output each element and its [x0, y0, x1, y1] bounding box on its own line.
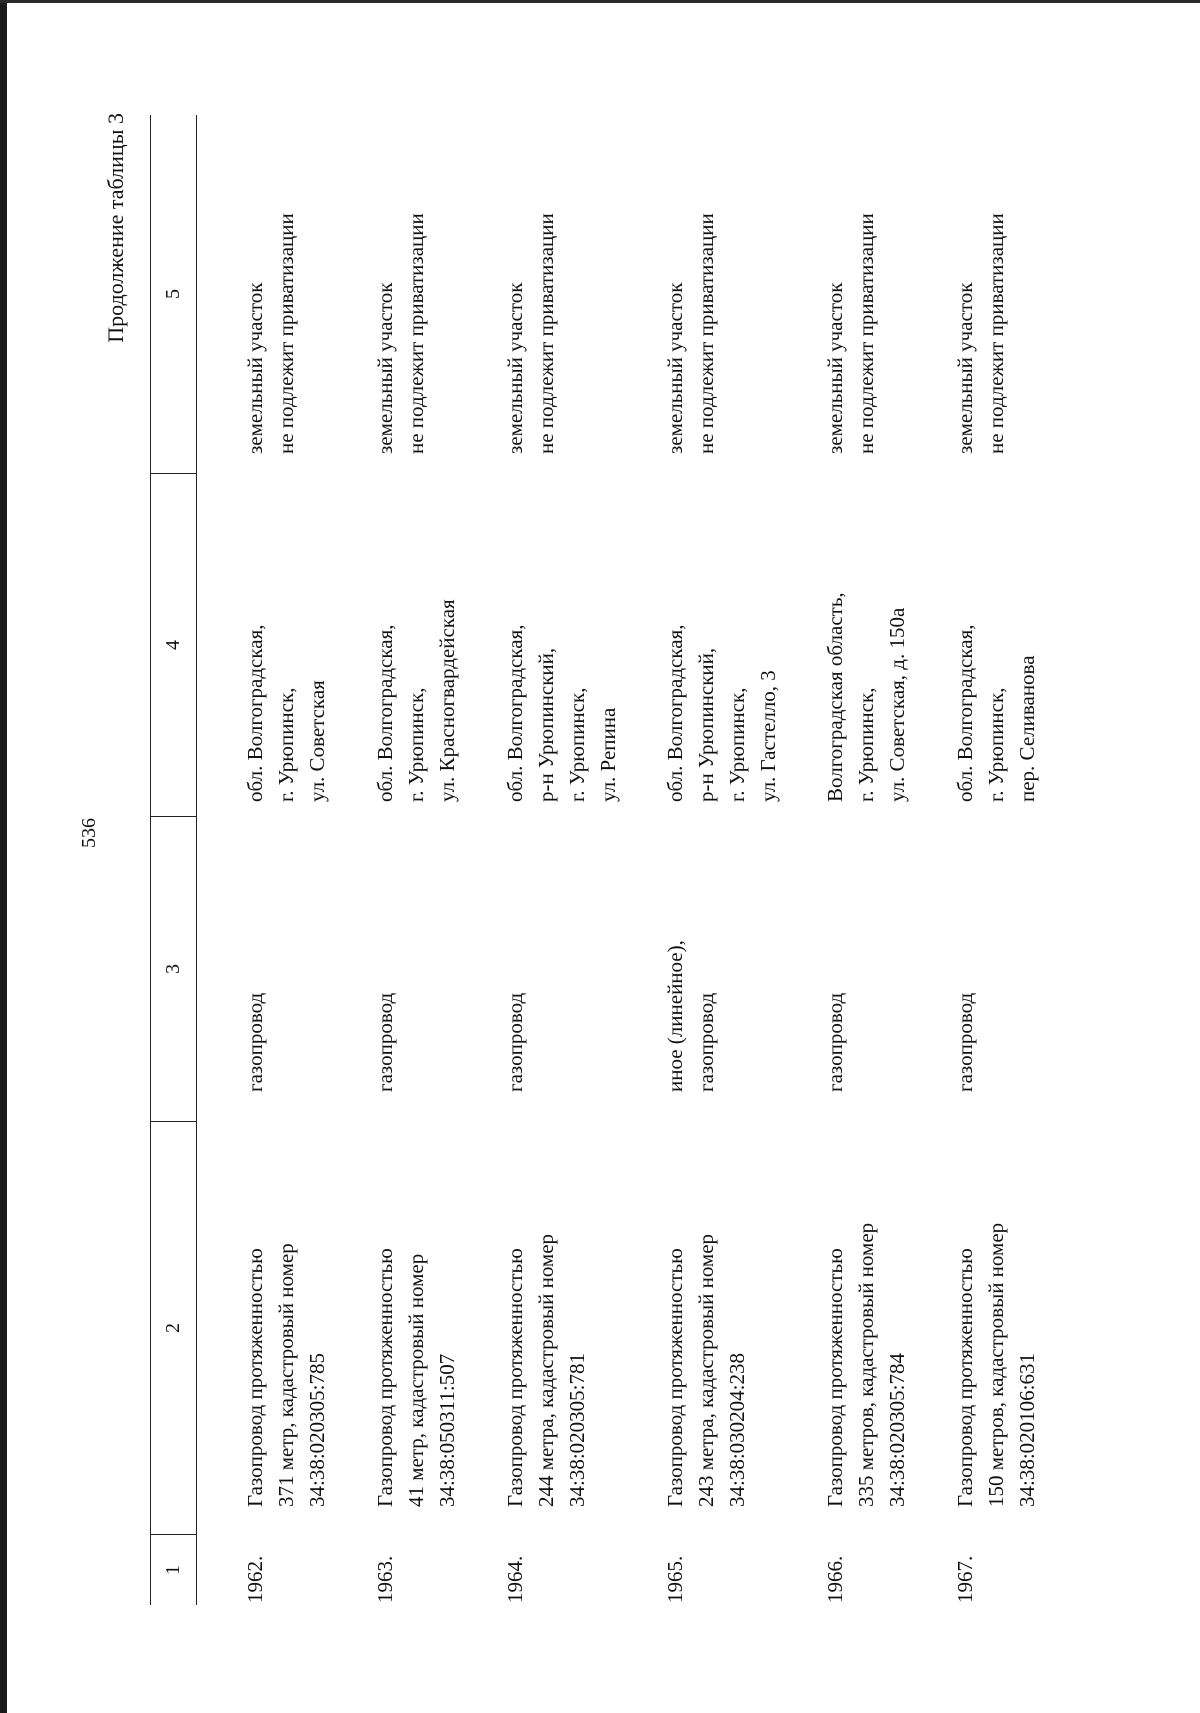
- object-type-line: газопровод: [823, 992, 847, 1092]
- privatization-note-line: не подлежит приватизации: [694, 213, 718, 454]
- object-description-line: 244 метра, кадастровый номер: [534, 1233, 558, 1507]
- object-description-line: Газопровод протяженностью: [663, 1248, 687, 1507]
- header-col-5: 5: [151, 115, 196, 474]
- object-description-line: 243 метра, кадастровый номер: [694, 1233, 718, 1507]
- object-type-line: газопровод: [503, 992, 527, 1092]
- object-address-line: ул. Гастелло, 3: [756, 670, 780, 802]
- object-address-line: г. Урюпинск,: [854, 687, 878, 802]
- object-address-line: ул. Красногвардейская: [435, 599, 459, 802]
- object-description-line: 371 метр, кадастровый номер: [274, 1243, 298, 1507]
- object-address: [950, 474, 1080, 817]
- table-row: [820, 115, 950, 1605]
- header-col-4: 4: [151, 474, 196, 817]
- object-type: [500, 817, 660, 1122]
- object-address-line: р-н Урюпинский,: [534, 647, 558, 802]
- object-type-line: иное (линейное),: [663, 940, 687, 1092]
- object-address-line: ул. Репина: [596, 707, 620, 802]
- object-description: [820, 1122, 950, 1535]
- object-address-line: г. Урюпинск,: [984, 687, 1008, 802]
- object-address: [240, 474, 370, 817]
- page-number: 536: [78, 818, 100, 848]
- privatization-note: [500, 115, 660, 474]
- header-col-2: 2: [151, 1122, 196, 1535]
- object-description-line: 150 метров, кадастровый номер: [984, 1222, 1008, 1507]
- object-type-line: газопровод: [694, 992, 718, 1092]
- object-address-line: обл. Волгоградская,: [243, 624, 267, 802]
- object-address-line: г. Урюпинск,: [274, 687, 298, 802]
- privatization-note: [660, 115, 820, 474]
- row-number: 1966.: [823, 1555, 847, 1603]
- privatization-note-line: земельный участок: [503, 282, 527, 454]
- object-address: [500, 474, 660, 817]
- privatization-note-line: не подлежит приватизации: [854, 213, 878, 454]
- object-type: [820, 817, 950, 1122]
- object-address: [820, 474, 950, 817]
- object-description-line: 34:38:020305:785: [305, 1352, 329, 1507]
- object-address-line: Волгоградская область,: [823, 592, 847, 802]
- row-number: 1962.: [243, 1555, 267, 1603]
- object-description-line: 34:38:050311:507: [435, 1353, 459, 1507]
- privatization-note-line: земельный участок: [823, 282, 847, 454]
- object-description-line: Газопровод протяженностью: [953, 1248, 977, 1507]
- object-description-line: Газопровод протяженностью: [823, 1248, 847, 1507]
- object-description-line: Газопровод протяженностью: [243, 1248, 267, 1507]
- object-address: [660, 474, 820, 817]
- object-description-line: Газопровод протяженностью: [373, 1248, 397, 1507]
- table-row: [500, 115, 660, 1605]
- object-description-line: 34:38:020305:781: [565, 1352, 589, 1507]
- privatization-note: [950, 115, 1080, 474]
- object-description-line: 34:38:030204:238: [725, 1352, 749, 1507]
- object-address-line: пер. Селиванова: [1015, 655, 1039, 802]
- row-number: 1967.: [953, 1555, 977, 1603]
- table-row: [370, 115, 500, 1605]
- header-col-3: 3: [151, 817, 196, 1122]
- object-address-line: обл. Волгоградская,: [373, 624, 397, 802]
- object-type: [240, 817, 370, 1122]
- object-type-line: газопровод: [953, 992, 977, 1092]
- object-description: [950, 1122, 1080, 1535]
- property-table: [150, 115, 1080, 1605]
- privatization-note: [820, 115, 950, 474]
- object-description-line: 34:38:020305:784: [885, 1352, 909, 1507]
- object-address-line: обл. Волгоградская,: [953, 624, 977, 802]
- row-number: 1965.: [663, 1555, 687, 1603]
- object-address-line: обл. Волгоградская,: [503, 624, 527, 802]
- table-body: [197, 115, 1080, 1605]
- table-row: [660, 115, 820, 1605]
- object-description-line: 41 метр, кадастровый номер: [404, 1253, 428, 1507]
- object-address-line: обл. Волгоградская,: [663, 624, 687, 802]
- object-description: [370, 1122, 500, 1535]
- privatization-note-line: земельный участок: [663, 282, 687, 454]
- object-type: [660, 817, 820, 1122]
- object-description: [660, 1122, 820, 1535]
- privatization-note-line: не подлежит приватизации: [534, 213, 558, 454]
- object-description-line: 34:38:020106:631: [1015, 1352, 1039, 1507]
- privatization-note-line: земельный участок: [373, 282, 397, 454]
- privatization-note: [370, 115, 500, 474]
- object-description-line: Газопровод протяженностью: [503, 1248, 527, 1507]
- header-col-1: 1: [162, 1565, 184, 1575]
- object-description-line: 335 метров, кадастровый номер: [854, 1222, 878, 1507]
- row-number: 1963.: [373, 1555, 397, 1603]
- object-description: [500, 1122, 660, 1535]
- table-row: [950, 115, 1080, 1605]
- object-address: [370, 474, 500, 817]
- row-number: 1964.: [503, 1555, 527, 1603]
- privatization-note-line: не подлежит приватизации: [984, 213, 1008, 454]
- privatization-note-line: не подлежит приватизации: [404, 213, 428, 454]
- object-address-line: г. Урюпинск,: [725, 687, 749, 802]
- privatization-note-line: земельный участок: [953, 282, 977, 454]
- table-row: [240, 115, 370, 1605]
- object-type: [950, 817, 1080, 1122]
- privatization-note: [240, 115, 370, 474]
- object-type-line: газопровод: [373, 992, 397, 1092]
- object-description: [240, 1122, 370, 1535]
- object-address-line: ул. Советская: [305, 680, 329, 802]
- object-address-line: ул. Советская, д. 150а: [885, 607, 909, 802]
- table-continuation-label: Продолжение таблицы 3: [103, 113, 128, 343]
- object-type: [370, 817, 500, 1122]
- privatization-note-line: земельный участок: [243, 282, 267, 454]
- object-type-line: газопровод: [243, 992, 267, 1092]
- object-address-line: г. Урюпинск,: [404, 687, 428, 802]
- object-address-line: р-н Урюпинский,: [694, 647, 718, 802]
- object-address-line: г. Урюпинск,: [565, 687, 589, 802]
- table-header-row: [150, 115, 197, 1605]
- privatization-note-line: не подлежит приватизации: [274, 213, 298, 454]
